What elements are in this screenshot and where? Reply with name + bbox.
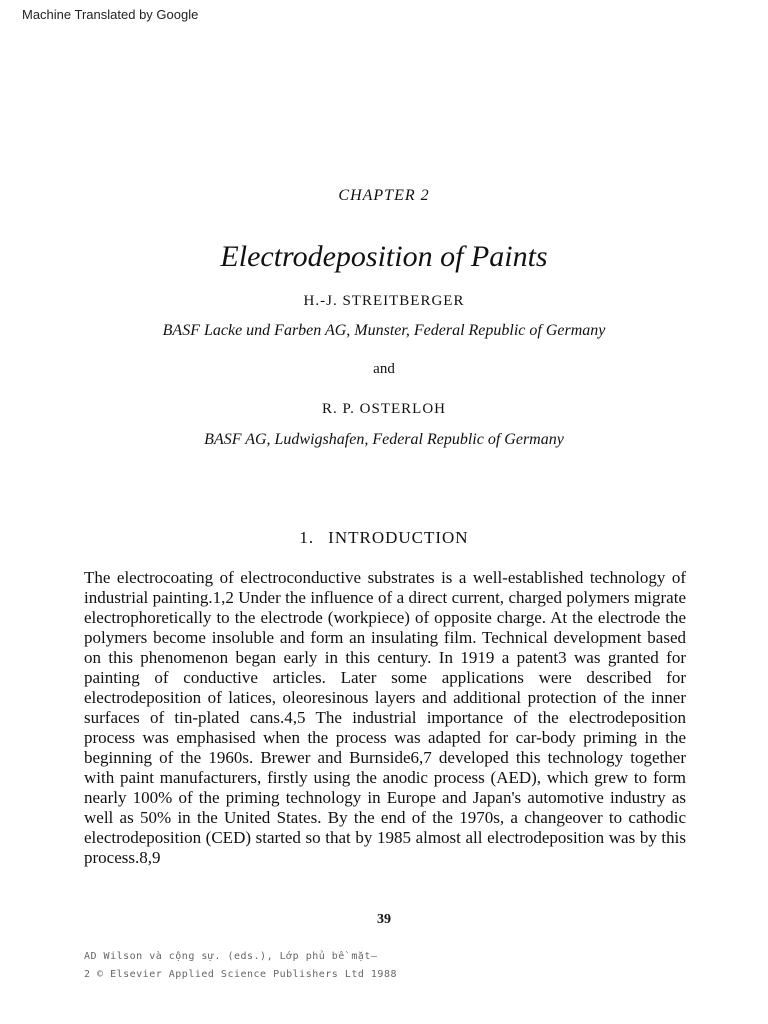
section-heading [0, 528, 768, 548]
chapter-title: Electrodeposition of Paints [220, 240, 548, 273]
section-number: 1. [299, 528, 315, 547]
footer-citation-line-2: 2 © Elsevier Applied Science Publishers Ltd 1988 [84, 969, 397, 980]
introduction-paragraph: The electrocoating of electroconductive substrates is a well-established technology of industrial painting.1,2 Under the influence of a direct current, charged polymers migrate electrophoretically to the electrode (workpiece) of opposite charge. At the electrode the polymers become insoluble and form an insulating film. Technical development based on this phenomenon began early in this century. In 1919 a patent3 was granted for painting of conductive articles. Later some applications were described for electrodeposition of latices, oleoresinous layers and additional protection of the inner surfaces of tin-plated cans.4,5 The industrial importance of the electrodeposition process was emphasised when the process was adapted for car-body priming in the beginning of the 1960s. Brewer and Burnside6,7 developed this technology together with paint manufacturers, firstly using the anodic process (AED), which grew to form nearly 100% of the priming technology in Europe and Japan's automotive industry as well as 50% in the United States. By the end of the 1970s, a changeover to cathodic electrodeposition (CED) started so that by 1985 almost all electrodeposition was by this process.8,9 [84, 568, 686, 867]
author-name-1: H.-J. STREITBERGER [303, 293, 465, 309]
author-affiliation-2: BASF AG, Ludwigshafen, Federal Republic of Germany [204, 431, 564, 448]
machine-translation-banner: Machine Translated by Google [22, 7, 199, 22]
body-text [84, 568, 686, 868]
footer-citation-line-1: AD Wilson và cộng sự. (eds.), Lớp phủ bề mặt— [84, 951, 378, 962]
author-name-2: R. P. OSTERLOH [321, 401, 447, 417]
author-affiliation-1: BASF Lacke und Farben AG, Munster, Federal Republic of Germany [162, 322, 606, 339]
section-title: INTRODUCTION [328, 528, 469, 547]
page-number: 39 [377, 912, 391, 927]
chapter-heading: CHAPTER 2 [338, 187, 430, 204]
and-separator: and [373, 361, 395, 377]
